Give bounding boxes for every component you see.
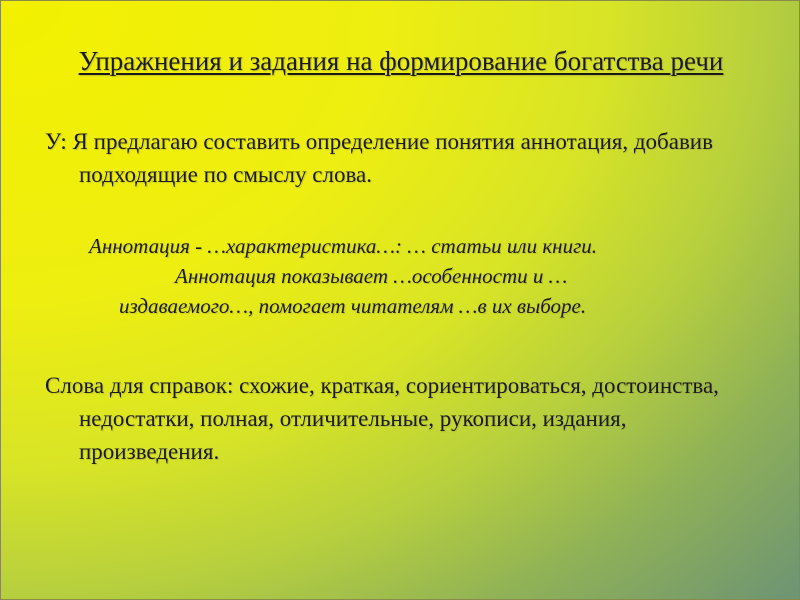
slide-title: Упражнения и задания на формирование богатства речи: [78, 46, 724, 76]
annotation-line-3: издаваемого…, помогает читателям …в их выборе.: [119, 294, 587, 318]
annotation-line-2: Аннотация показывает …особенности и …: [175, 264, 568, 288]
annotation-template: [79, 231, 769, 321]
annotation-line-1: Аннотация - …характеристика…: … статьи или книги.: [89, 234, 598, 258]
reference-words: Слова для справок: схожие, краткая, сориентироваться, достоинства, недостатки, полная, отличительные, рукописи, издания, произведения.: [45, 373, 719, 464]
teacher-prompt: У: Я предлагаю составить определение понятия аннотация, добавив подходящие по смыслу слова.: [45, 129, 713, 187]
